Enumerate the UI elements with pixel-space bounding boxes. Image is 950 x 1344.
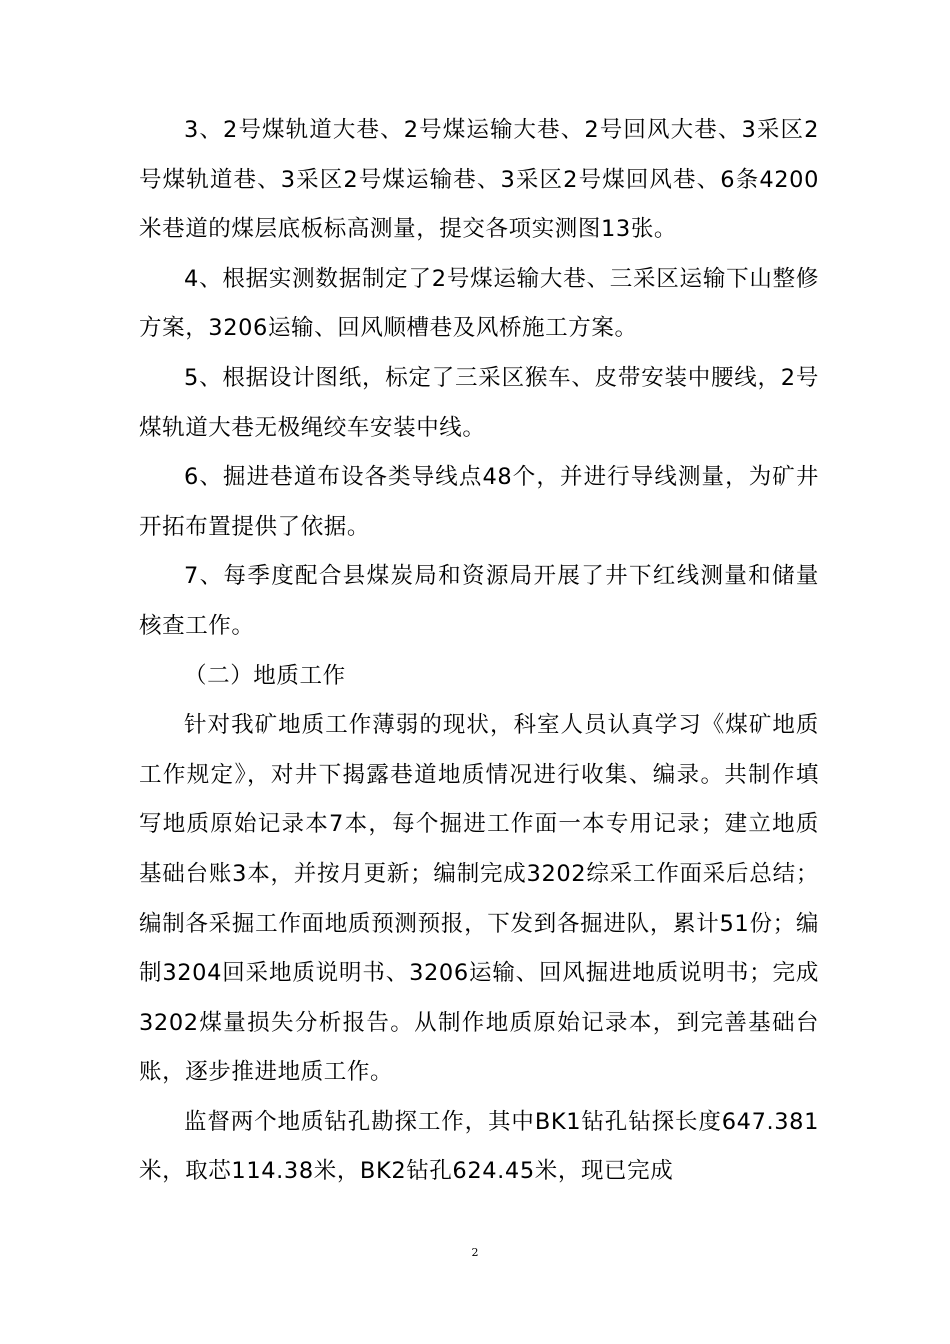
document-body	[139, 106, 819, 1197]
paragraph-item-4: 4、根据实测数据制定了2号煤运输大巷、三采区运输下山整修方案，3206运输、回风顺槽巷及风桥施工方案。	[139, 265, 819, 342]
paragraph-item-6: 6、掘进巷道布设各类导线点48个，并进行导线测量，为矿井开拓布置提供了依据。	[139, 464, 819, 540]
paragraph-item-3: 3、2号煤轨道大巷、2号煤运输大巷、2号回风大巷、3采区2号煤轨道巷、3采区2号煤运输巷、3采区2号煤回风巷、6条4200米巷道的煤层底板标高测量，提交各项实测图13张。	[139, 117, 819, 243]
geology-paragraph-2: 监督两个地质钻孔勘探工作，其中BK1钻孔钻探长度647.381米，取芯114.38米，BK2钻孔624.45米，现已完成	[139, 1108, 819, 1185]
geology-paragraph-1: 针对我矿地质工作薄弱的现状，科室人员认真学习《煤矿地质工作规定》，对井下揭露巷道地质情况进行收集、编录。共制作填写地质原始记录本7本，每个掘进工作面一本专用记录；建立地质基础台账3本，并按月更新；编制完成3202综采工作面采后总结；编制各采掘工作面地质预测预报，下发到各掘进队，累计51份；编制3204回采地质说明书、3206运输、回风掘进地质说明书；完成3202煤量损失分析报告。从制作地质原始记录本，到完善基础台账，逐步推进地质工作。	[139, 712, 819, 1086]
page-number: 2	[471, 1246, 479, 1259]
section-heading: （二）地质工作	[184, 662, 346, 689]
paragraph-item-7: 7、每季度配合县煤炭局和资源局开展了井下红线测量和储量核查工作。	[139, 563, 819, 639]
paragraph-item-5: 5、根据设计图纸，标定了三采区猴车、皮带安装中腰线，2号煤轨道大巷无极绳绞车安装中线。	[139, 364, 819, 441]
